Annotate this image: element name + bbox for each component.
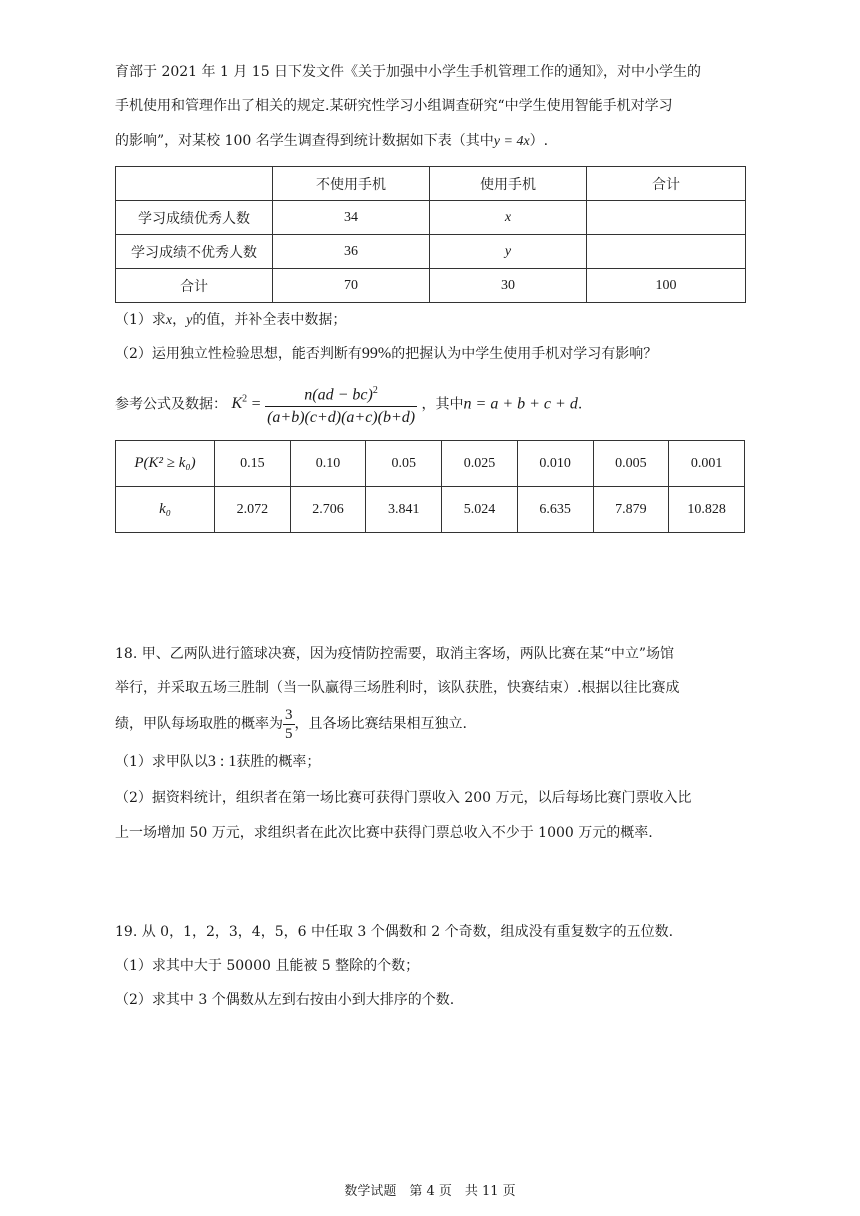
contingency-table <box>115 166 746 303</box>
q17-part-1 <box>115 310 750 331</box>
row-label: 学习成绩不优秀人数 <box>116 235 273 269</box>
fraction-numerator: 3 <box>285 706 293 723</box>
table-row <box>116 269 746 303</box>
k-symbol: K <box>231 395 243 413</box>
q18-part-2-line-1: （2）据资料统计，组织者在第一场比赛可获得门票收入 200 万元，以后每场比赛门票收入比 <box>115 790 692 806</box>
var-y: y <box>186 313 193 328</box>
table-cell: 100 <box>587 269 746 303</box>
q17-part-2-end: 的把握认为中学生使用手机对学习有影响？ <box>391 346 658 362</box>
chi-square-fraction <box>265 380 417 429</box>
k0-label: k₀ <box>116 487 215 533</box>
table-cell: 34 <box>273 201 430 235</box>
reference-end: . <box>577 396 583 413</box>
row-label: 合计 <box>116 269 273 303</box>
numerator-text: n(ad − bc) <box>304 385 373 403</box>
table-cell: 70 <box>273 269 430 303</box>
reference-formula-line: 参考公式及数据： $K^2$ = $\frac{n(ad - bc)^2}{(a+b)(c+d)(a+c)(b+d)}$ ，其中n = a + b + c + d. <box>115 378 750 429</box>
table-cell: 6.635 <box>517 487 593 533</box>
k-squared: $K^2$ <box>231 394 248 413</box>
table-cell: y <box>430 235 587 269</box>
table-cell <box>587 201 746 235</box>
table-cell: 10.828 <box>669 487 745 533</box>
probability-label: P(K² ≥ k₀) <box>116 441 215 487</box>
intro-line-2: 手机使用和管理作出了相关的规定.某研究性学习小组调查研究“中学生使用智能手机对学习 <box>115 98 673 114</box>
intro-formula: y = 4x <box>493 134 530 149</box>
table-cell: 36 <box>273 235 430 269</box>
q18-line-2: 举行，并采取五场三胜制（当一队赢得三场胜利时，该队获胜，快赛结束）.根据以往比赛成 <box>115 680 680 696</box>
intro-line-1: 育部于 2021 年 1 月 15 日下发文件《关于加强中小学生手机管理工作的通知》，对中小学生的 <box>115 64 702 80</box>
q18-line-3 <box>115 702 750 746</box>
q19-part-2: （2）求其中 3 个偶数从左到右按由小到大排序的个数. <box>115 992 455 1008</box>
intro-line-3 <box>115 131 750 152</box>
n-definition: n = a + b + c + d <box>463 395 578 413</box>
table-cell: 0.05 <box>366 441 442 487</box>
intro-line-3-text: 的影响”，对某校 100 名学生调查得到统计数据如下表（其中 <box>115 133 494 149</box>
critical-value-table <box>115 440 745 533</box>
table-cell: 0.001 <box>669 441 745 487</box>
q17-part-2 <box>115 344 750 364</box>
q18-line-3-end: ，且各场比赛结果相互独立. <box>294 716 467 732</box>
table-cell: 0.005 <box>593 441 669 487</box>
table-row <box>116 487 745 533</box>
q18-line-3-text: 绩，甲队每场取胜的概率为 <box>115 716 283 732</box>
table-cell: 0.10 <box>290 441 366 487</box>
row-label: 学习成绩优秀人数 <box>116 201 273 235</box>
q18-line-1: 18. 甲、乙两队进行篮球决赛，因为疫情防控需要，取消主客场，两队比赛在某“中立”场馆 <box>115 646 675 662</box>
q17-part-1-sep: ， <box>172 312 187 328</box>
fraction-denominator: (a+b)(c+d)(a+c)(b+d) <box>267 408 416 426</box>
reference-label: 参考公式及数据： <box>115 396 227 413</box>
table-cell: 30 <box>430 269 587 303</box>
q18-part-2-line-2: 上一场增加 50 万元，求组织者在此次比赛中获得门票总收入不少于 1000 万元的概率. <box>115 825 653 841</box>
table-row <box>116 235 746 269</box>
q18-part-1-text: （1）求甲队以 <box>115 754 208 770</box>
probability-fraction <box>283 706 295 743</box>
table-cell: 2.072 <box>215 487 291 533</box>
table-cell <box>587 235 746 269</box>
fraction-numerator: n(ad − bc)$^2$ <box>265 380 417 407</box>
reference-mid: ，其中 <box>421 396 464 413</box>
table-cell: 7.879 <box>593 487 669 533</box>
table-row <box>116 441 745 487</box>
confidence-percent: 99% <box>361 345 392 362</box>
table-header-row <box>116 167 746 201</box>
table-cell: 2.706 <box>290 487 366 533</box>
var-x: x <box>165 313 173 328</box>
q18-part-1-end: 获胜的概率； <box>236 754 321 770</box>
table-header-cell <box>116 167 273 201</box>
table-cell: 0.010 <box>517 441 593 487</box>
table-cell: x <box>430 201 587 235</box>
intro-line-3-end: ）. <box>529 133 549 149</box>
q17-part-1-end: 的值，并补全表中数据； <box>192 312 347 328</box>
fraction-denominator: 5 <box>285 725 293 742</box>
q17-part-1-text: （1）求 <box>115 312 166 328</box>
table-header-cell: 不使用手机 <box>273 167 430 201</box>
score-ratio: 3 : 1 <box>207 753 237 770</box>
table-header-cell: 合计 <box>587 167 746 201</box>
table-header-cell: 使用手机 <box>430 167 587 201</box>
table-cell: 0.025 <box>442 441 518 487</box>
page-footer: 数学试题 第 4 页 共 11 页 <box>344 1184 516 1199</box>
q17-part-2-text: （2）运用独立性检验思想，能否判断有 <box>115 346 362 362</box>
q18-part-1 <box>115 752 750 772</box>
table-cell: 5.024 <box>442 487 518 533</box>
table-row <box>116 201 746 235</box>
q19-line-1: 19. 从 0，1，2，3，4，5，6 中任取 3 个偶数和 2 个奇数，组成没有重复数字的五位数. <box>115 924 674 940</box>
table-cell: 0.15 <box>215 441 291 487</box>
table-cell: 3.841 <box>366 487 442 533</box>
q19-part-1: （1）求其中大于 50000 且能被 5 整除的个数； <box>115 958 420 974</box>
